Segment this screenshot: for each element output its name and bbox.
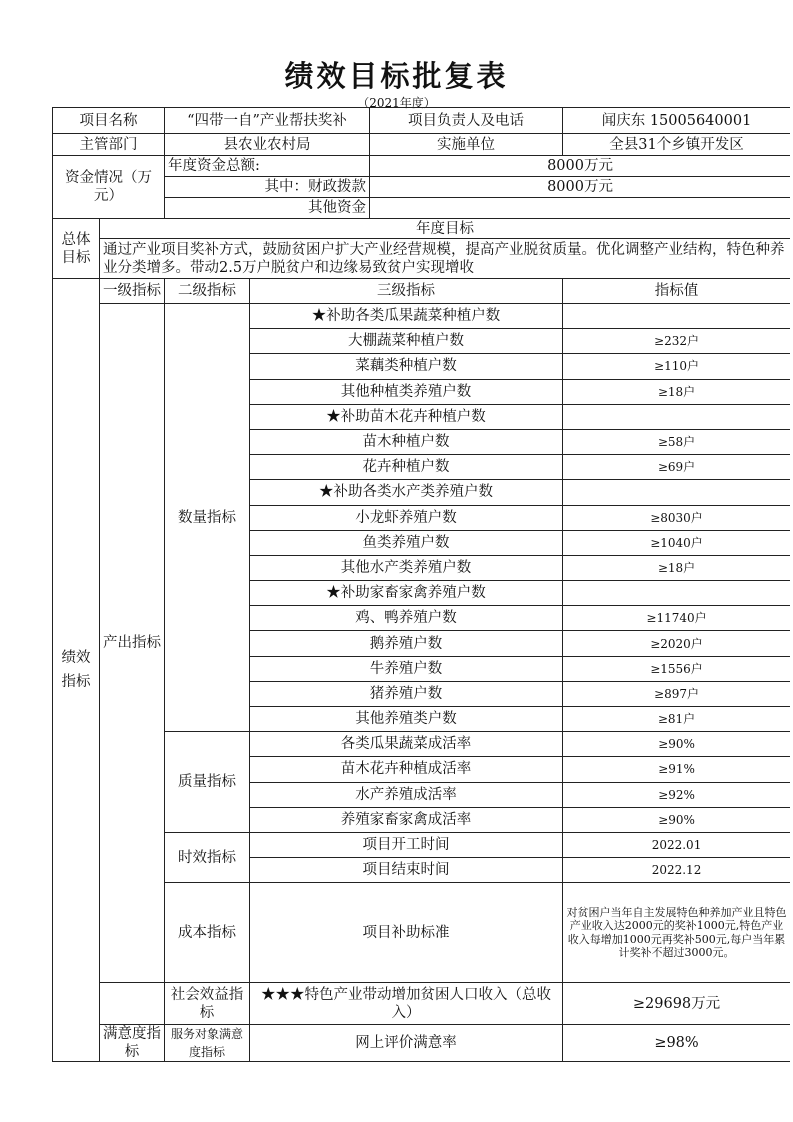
page-title: 绩效目标批复表 [284,59,509,93]
funds-label: 资金情况（万元） [53,156,165,219]
col-level1-label: 一级指标 [100,279,165,304]
benefit-label: 社会效益指标 [165,983,250,1025]
indicator-value: ≥897户 [563,681,790,706]
indicator-value [563,304,790,329]
indicator-name: 牛养殖户数 [250,656,563,681]
indicator-name: ★补助家畜家禽养殖户数 [250,581,563,606]
benefit-level1-blank [100,983,165,1025]
indicator-name: 其他种植类养殖户数 [250,379,563,404]
indicator-value: ≥1556户 [563,656,790,681]
quantity-row [53,304,791,329]
dept-value: 县农业农村局 [165,134,370,156]
indicator-name: 菜藕类种植户数 [250,354,563,379]
indicator-name: 养殖家畜家禽成活率 [250,807,563,832]
indicator-value: ≥98% [563,1025,790,1062]
year-label: （2021年度） [357,96,436,110]
indicator-value: ≥110户 [563,354,790,379]
indicator-name: 大棚蔬菜种植户数 [250,329,563,354]
impl-value: 全县31个乡镇开发区 [563,134,790,156]
indicator-name: ★★★特色产业带动增加贫困人口收入（总收入） [250,983,563,1025]
indicator-name: 花卉种植户数 [250,455,563,480]
project-name-value: “四带一自”产业帮扶奖补 [165,108,370,134]
indicator-name: 项目开工时间 [250,832,563,857]
goal-text: 通过产业项目奖补方式，鼓励贫困户扩大产业经营规模，提高产业脱贫质量。优化调整产业结构，特色种养业分类增多。带动2.5万户脱贫户和边缘易致贫户实现增收 [100,239,791,279]
funds-other-value [370,198,790,219]
indicator-value: 2022.01 [563,832,790,857]
funds-total-row [53,156,791,177]
indicator-name: 小龙虾养殖户数 [250,505,563,530]
indicator-value: ≥90% [563,807,790,832]
col-value-label: 指标值 [563,279,790,304]
dept-row [53,134,791,156]
satisfaction-label: 满意度指标 [100,1025,165,1062]
perf-header-row [53,279,791,304]
dept-label: 主管部门 [53,134,165,156]
col-level3-label: 三级指标 [250,279,563,304]
service-row [53,1025,791,1062]
indicator-value: ≥8030户 [563,505,790,530]
funds-total-value: 8000万元 [370,156,790,177]
funds-fiscal-value: 8000万元 [370,177,790,198]
leader-value: 闻庆东 15005640001 [563,108,790,134]
cost-label: 成本指标 [165,883,250,983]
indicator-value: ≥58户 [563,429,790,454]
indicator-name: 项目补助标准 [250,883,563,983]
indicator-name: 其他水产类养殖户数 [250,555,563,580]
output-label: 产出指标 [100,304,165,983]
indicator-name: 鱼类养殖户数 [250,530,563,555]
col-level2-label: 二级指标 [165,279,250,304]
quality-label: 质量指标 [165,732,250,833]
indicator-value: ≥69户 [563,455,790,480]
service-label: 服务对象满意度指标 [165,1025,250,1062]
indicator-value [563,581,790,606]
perf-label: 绩效指标 [53,279,100,1062]
approval-table-wrap [52,107,790,1063]
indicator-value: ≥91% [563,757,790,782]
timeliness-label: 时效指标 [165,832,250,882]
indicator-value: ≥11740户 [563,606,790,631]
indicator-name: 其他养殖类户数 [250,707,563,732]
goal-annual-label: 年度目标 [100,219,791,239]
goal-label: 总体目标 [53,219,100,279]
indicator-name: ★补助苗木花卉种植户数 [250,404,563,429]
indicator-value: ≥232户 [563,329,790,354]
project-name-label: 项目名称 [53,108,165,134]
leader-label: 项目负责人及电话 [370,108,563,134]
quantity-label: 数量指标 [165,304,250,732]
impl-label: 实施单位 [370,134,563,156]
indicator-name: 苗木花卉种植成活率 [250,757,563,782]
indicator-name: ★补助各类水产类养殖户数 [250,480,563,505]
indicator-name: ★补助各类瓜果蔬菜种植户数 [250,304,563,329]
indicator-name: 苗木种植户数 [250,429,563,454]
indicator-value: ≥81户 [563,707,790,732]
indicator-value [563,480,790,505]
indicator-name: 水产养殖成活率 [250,782,563,807]
approval-table [52,107,790,1062]
indicator-name: 鹅养殖户数 [250,631,563,656]
indicator-value: ≥2020户 [563,631,790,656]
indicator-name: 鸡、鸭养殖户数 [250,606,563,631]
indicator-value: ≥1040户 [563,530,790,555]
indicator-value: ≥90% [563,732,790,757]
indicator-name: 各类瓜果蔬菜成活率 [250,732,563,757]
goal-text-row [53,239,791,279]
project-name-row [53,108,791,134]
goal-header-row [53,219,791,239]
indicator-value [563,404,790,429]
indicator-value: ≥92% [563,782,790,807]
indicator-name: 猪养殖户数 [250,681,563,706]
indicator-value: ≥18户 [563,379,790,404]
funds-fiscal-label: 其中：财政拨款 [165,177,370,198]
funds-total-label: 年度资金总额: [165,156,370,177]
indicator-value: ≥29698万元 [563,983,790,1025]
indicator-value: ≥18户 [563,555,790,580]
funds-other-label: 其他资金 [165,198,370,219]
indicator-name: 项目结束时间 [250,858,563,883]
indicator-value: 对贫困户当年自主发展特色种养加产业且特色产业收入达2000元的奖补1000元,特色产业收入每增加1000元再奖补500元,每户当年累计奖补不超过3000元。 [563,883,790,983]
indicator-name: 网上评价满意率 [250,1025,563,1062]
indicator-value: 2022.12 [563,858,790,883]
benefit-row [53,983,791,1025]
